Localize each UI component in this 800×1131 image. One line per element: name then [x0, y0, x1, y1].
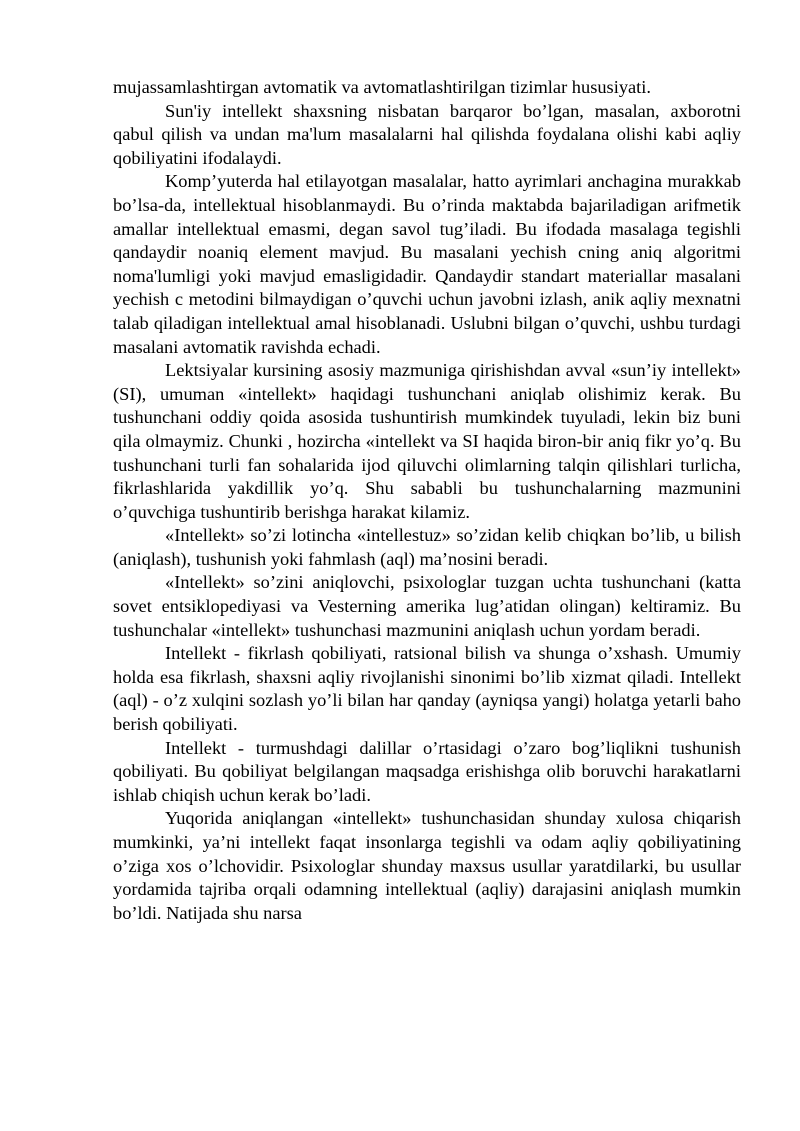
paragraph-continuation: mujassamlashtirgan avtomatik va avtomatlashtirilgan tizimlar hususiyati.: [113, 77, 651, 97]
paragraph-ai-definition: Sun'iy intellekt shaxsning nisbatan barqaror bo’lgan, masalan, axborotni qabul qilish va undan ma'lum masalalarni hal qilishda foydalana olishi kabi aqliy qobiliyatini ifodalaydi.: [113, 100, 741, 168]
document-page: [113, 76, 741, 925]
paragraph-etymology: «Intellekt» so’zi lotincha «intellestuz» so’zidan kelib chiqkan bo’lib, u bilish (aniqlash), tushunish yoki fahmlash (aql) ma’nosini beradi.: [113, 525, 741, 569]
paragraph-definition-two: Intellekt - turmushdagi dalillar o’rtasidagi o’zaro bog’liqlikni tushunish qobiliyati. Bu qobiliyat belgilangan maqsadga erishishga olib boruvchi harakatlarni ishlab chiqish uchun kerak bo’ladi.: [113, 737, 741, 805]
paragraph-psychologist-definitions: «Intellekt» so’zini aniqlovchi, psixologlar tuzgan uchta tushunchani (katta sovet entsiklopediyasi va Vesterning amerika lug’atidan olingan) keltiramiz. Bu tushunchalar «intellekt» tushunchasi mazmunini aniqlash uchun yordam beradi.: [113, 572, 741, 640]
paragraph-computer-tasks: Komp’yuterda hal etilayotgan masalalar, hatto ayrimlari anchagina murakkab bo’lsa-da, intellektual hisoblanmaydi. Bu o’rinda maktabda bajariladigan arifmetik amallar intellektual emasmi, degan savol tug’iladi. Bu ifodada masalaga tegishli qandaydir noaniq element mavjud. Bu masalani yechish cning aniq algoritmi noma'lumligi yoki mavjud emasligidadir. Qandaydir standart materiallar masalani yechish c metodini bilmaydigan o’quvchi uchun javobni izlash, anik aqliy mexnatni talab qiladigan intellektual amal hisoblanadi. Uslubni bilgan o’quvchi, ushbu turdagi masalani avtomatik ravishda echadi.: [113, 171, 741, 357]
paragraph-definition-one: Intellekt - fikrlash qobiliyati, ratsional bilish va shunga o’xshash. Umumiy holda esa fikrlash, shaxsni aqliy rivojlanishi sinonimi bo’lib xizmat qiladi. Intellekt (aql) - o’z xulqini sozlash yo’li bilan har qanday (ayniqsa yangi) holatga yetarli baho berish qobiliyati.: [113, 643, 741, 735]
paragraph-lecture-intro: Lektsiyalar kursining asosiy mazmuniga qirishishdan avval «sun’iy intellekt» (SI), umuman «intellekt» haqidagi tushunchani aniqlab olishimiz kerak. Bu tushunchani oddiy qoida asosida tushuntirish mumkindek tuyuladi, lekin biz buni qila olmaymiz. Chunki , hozircha «intellekt va SI haqida biron-bir aniq fikr yo’q. Bu tushunchani turli fan sohalarida ijod qiluvchi olimlarning talqin qilishlari turlicha, fikrlashlarida yakdillik yo’q. Shu sababli bu tushunchalarning mazmunini o’quvchiga tushuntirib berishga harakat kilamiz.: [113, 360, 741, 522]
paragraph-conclusion: Yuqorida aniqlangan «intellekt» tushunchasidan shunday xulosa chiqarish mumkinki, ya’ni intellekt faqat insonlarga tegishli va odam aqliy qobiliyatining o’ziga xos o’lchovidir. Psixologlar shunday maxsus usullar yaratdilarki, bu usullar yordamida tajriba orqali odamning intellektual (aqliy) darajasini aniqlash mumkin bo’ldi. Natijada shu narsa: [113, 808, 741, 923]
